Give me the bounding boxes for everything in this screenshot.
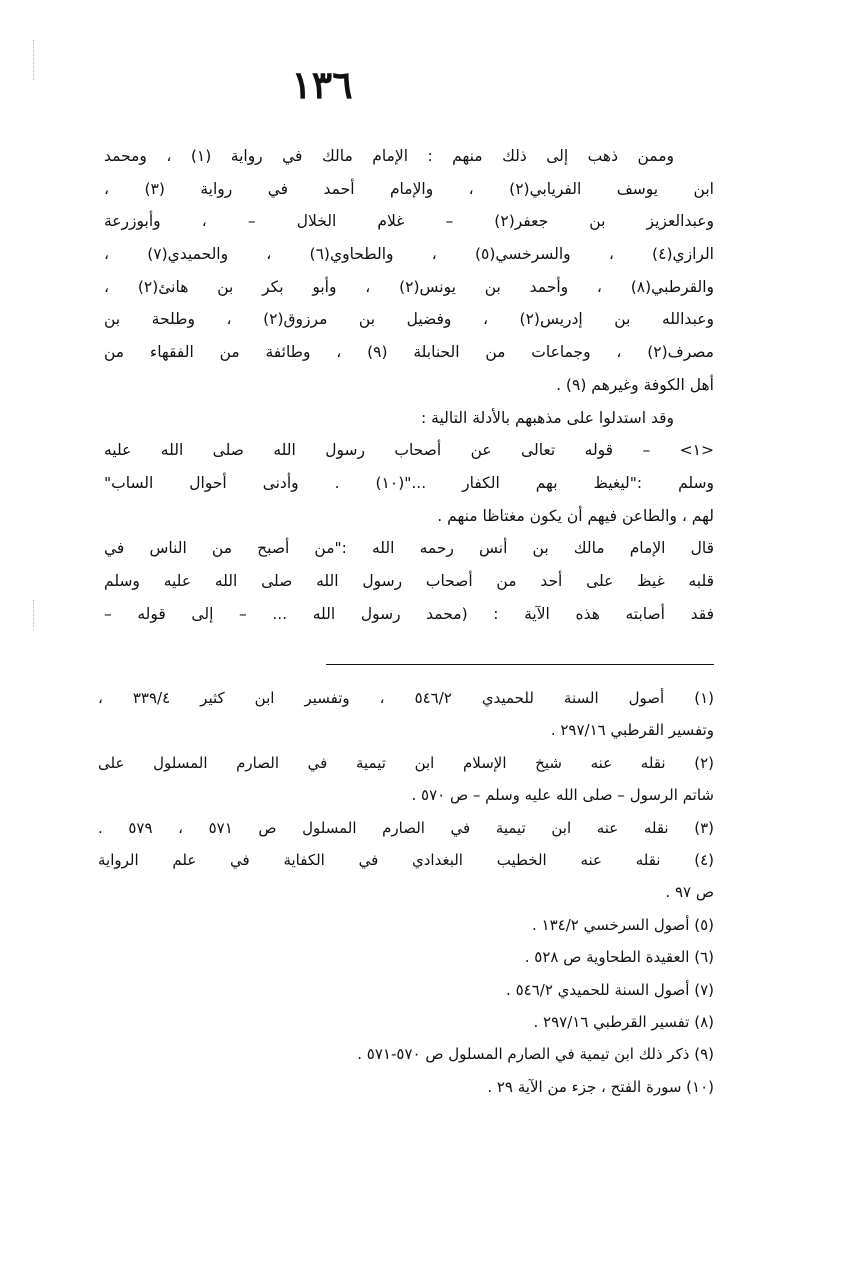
- body-line: وعبدالعزيز بن جعفر(٢) – غلام الخلال – ، وأبوزرعة: [104, 212, 714, 231]
- footnote-line: (٣) نقله عنه ابن تيمية في الصارم المسلول ص ٥٧١ ، ٥٧٩ .: [98, 818, 714, 837]
- body-line: مصرف(٢) ، وجماعات من الحنابلة (٩) ، وطائفة من الفقهاء من: [104, 343, 714, 362]
- body-line: قلبه غيظ على أحد من أصحاب رسول الله صلى الله عليه وسلم: [104, 571, 714, 590]
- body-line: وسلم :"ليغيظ بهم الكفار ..."(١٠) . وأدنى أحوال الساب": [104, 473, 714, 492]
- scan-margin-mark: [33, 600, 35, 630]
- footnote-line: ص ٩٧ .: [665, 883, 714, 902]
- body-line: <١> – قوله تعالى عن أصحاب رسول الله صلى الله عليه: [104, 441, 714, 460]
- footnote-line: (١٠) سورة الفتح ، جزء من الآية ٢٩ .: [487, 1077, 714, 1096]
- body-line: الرازي(٤) ، والسرخسي(٥) ، والطحاوي(٦) ، والحميدي(٧) ،: [104, 245, 714, 264]
- body-line: قال الإمام مالك بن أنس رحمه الله :"من أصبح من الناس في: [104, 539, 714, 558]
- footnote-line: (٦) العقيدة الطحاوية ص ٥٢٨ .: [524, 948, 714, 967]
- scan-margin-mark: [33, 40, 35, 80]
- body-line: وقد استدلوا على مذهبهم بالأدلة التالية :: [421, 408, 674, 427]
- footnote-line: وتفسير القرطبي ٢٩٧/١٦ .: [550, 721, 714, 740]
- footnote-separator: [326, 664, 714, 665]
- footnote-line: (٩) ذكر ذلك ابن تيمية في الصارم المسلول ص ٥٧٠-٥٧١ .: [357, 1045, 714, 1064]
- body-line: فقد أصابته هذه الآية : (محمد رسول الله ... – إلى قوله –: [104, 604, 714, 623]
- footnote-line: شاتم الرسول – صلى الله عليه وسلم – ص ٥٧٠ .: [411, 786, 714, 805]
- footnote-line: (٤) نقله عنه الخطيب البغدادي في الكفاية في علم الرواية: [98, 850, 714, 869]
- body-line: ابن يوسف الفريابي(٢) ، والإمام أحمد في رواية (٣) ،: [104, 179, 714, 198]
- footnote-line: (٥) أصول السرخسي ١٣٤/٢ .: [531, 915, 714, 934]
- body-line: وعبدالله بن إدريس(٢) ، وفضيل بن مرزوق(٢) ، وطلحة بن: [104, 310, 714, 329]
- footnote-line: (٧) أصول السنة للحميدي ٥٤٦/٢ .: [506, 980, 714, 999]
- body-line: وممن ذهب إلى ذلك منهم : الإمام مالك في رواية (١) ، ومحمد: [104, 147, 674, 165]
- footnote-line: (١) أصول السنة للحميدي ٥٤٦/٢ ، وتفسير ابن كثير ٣٣٩/٤ ،: [98, 689, 714, 707]
- body-line: والقرطبي(٨) ، وأحمد بن يونس(٢) ، وأبو بكر بن هانئ(٢) ،: [104, 277, 714, 296]
- page-number: ١٣٦: [291, 62, 353, 107]
- main-text: [104, 140, 714, 630]
- body-line: أهل الكوفة وغيرهم (٩) .: [556, 375, 714, 394]
- footnote-line: (٢) نقله عنه شيخ الإسلام ابن تيمية في الصارم المسلول على: [98, 753, 714, 772]
- footnotes: [98, 682, 714, 1103]
- body-line: لهم ، والطاعن فيهم أن يكون مغتاظا منهم .: [437, 506, 714, 525]
- footnote-line: (٨) تفسير القرطبي ٢٩٧/١٦ .: [533, 1012, 714, 1031]
